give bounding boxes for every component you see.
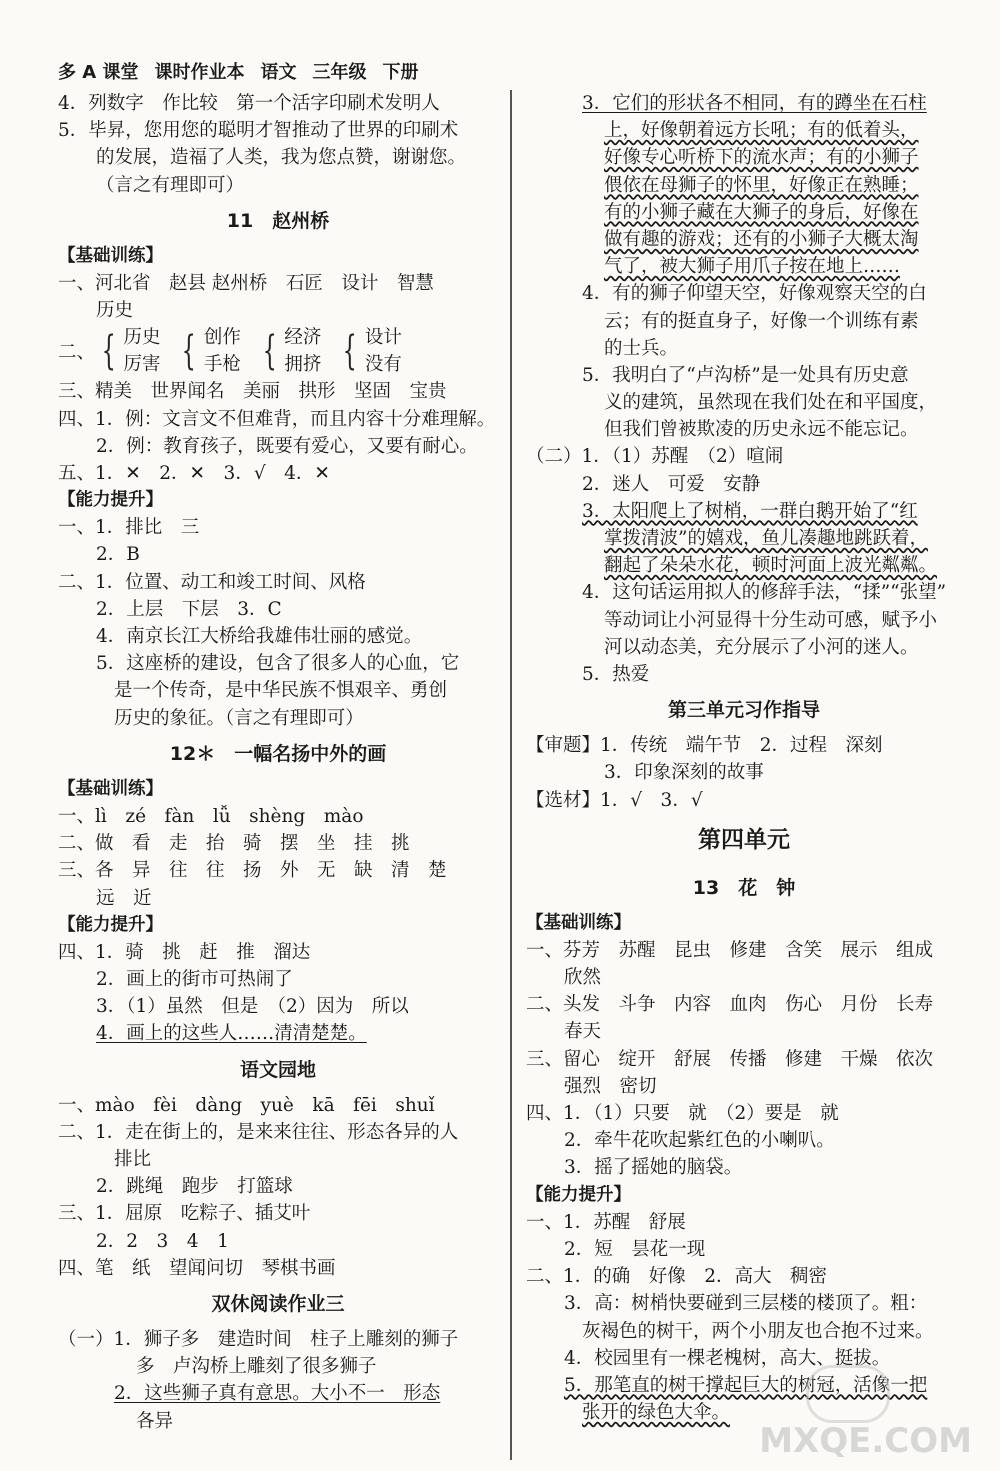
answer-line: 2．例：教育孩子，既要有爱心，又要有耐心。 <box>96 435 478 457</box>
answer-line: 的发展，造福了人类，我为您点赞，谢谢您。 <box>96 147 467 169</box>
answer-line: 欣然 <box>564 967 602 989</box>
answer-line: 云；有的挺直身子，好像一个训练有素 <box>604 310 919 332</box>
wavy-underlined-text: 气了，被大狮子用爪子按在地上…… <box>604 256 901 278</box>
answer-line: 五、1．✕ 2．✕ 3．√ 4．✕ <box>58 462 330 484</box>
answer-line: 三、各 异 往 往 扬 外 无 缺 清 楚 <box>58 860 447 882</box>
answer-line: 二、1．走在街上的，是来来往往、形态各异的人 <box>58 1121 459 1143</box>
brace-icon: { <box>182 328 197 375</box>
wavy-underlined-text: 5．那笔直的树干撑起巨大的树冠，活像一把 <box>564 1374 928 1396</box>
header-item: 语文 <box>260 62 297 83</box>
answer-line <box>58 1380 498 1407</box>
pair-word: 拥挤 <box>284 354 322 376</box>
answer-line: 二、头发 斗争 内容 血肉 伤心 月份 长寿 <box>526 994 934 1016</box>
brace-icon: { <box>343 328 358 375</box>
section-label: 【能力提升】 <box>526 1184 631 1205</box>
answer-line: 强烈 密切 <box>564 1075 657 1097</box>
answer-line: 3．高：树梢快要碰到三层楼的楼顶了。粗： <box>564 1293 928 1315</box>
section-label: 【基础训练】 <box>526 912 631 933</box>
watermark-badge-icon <box>806 1365 890 1423</box>
answer-line: 一、芬芳 苏醒 昆虫 修建 含笑 展示 组成 <box>526 939 934 961</box>
answer-line: （一）1．狮子多 建造时间 柱子上雕刻的狮子 <box>58 1328 459 1350</box>
answer-line: 2．B <box>96 544 140 566</box>
answer-line <box>526 199 962 226</box>
answer-line: 4．南京长江大桥给我雄伟壮丽的感觉。 <box>96 626 423 647</box>
item-number: 二、 <box>58 342 96 364</box>
answer-line: 是一个传奇，是中华民族不惧艰辛、勇创 <box>114 680 448 702</box>
page-header <box>58 58 434 84</box>
wavy-underlined-text: 做有趣的游戏；还有的小狮子大概太淘 <box>604 228 919 250</box>
answer-line: 远 近 <box>96 887 152 909</box>
answer-line: 三、1．屈原 吃粽子、插艾叶 <box>58 1203 311 1225</box>
pair-word: 历史 <box>123 327 161 349</box>
wavy-underlined-text: 3．太阳爬上了树梢，一群白鹅开始了“红 <box>582 500 918 522</box>
answer-line: 二、1．的确 好像 2．高大 稠密 <box>526 1266 828 1288</box>
brace-icon: { <box>262 328 277 375</box>
lesson-title: 11 赵州桥 <box>226 209 330 232</box>
answer-line <box>526 117 962 144</box>
answer-line: 4．有的狮子仰望天空，好像观察天空的白 <box>582 283 927 305</box>
word-pair <box>257 324 321 378</box>
right-column <box>526 90 962 1426</box>
answer-line: 二、做 看 走 抬 骑 摆 坐 挂 挑 <box>58 833 410 855</box>
answer-line: 灰褐色的树干，两个小朋友也合抱不过来。 <box>582 1320 934 1342</box>
answer-line: 一、mào fèi dàng yuè kā fēi shuǐ <box>58 1094 435 1116</box>
wavy-underlined-text: 上，好像朝着远方长吼；有的低着头， <box>604 120 919 142</box>
underlined-text: 2．这些狮子真有意思。大小不一 形态 <box>114 1383 441 1405</box>
section-label: 【基础训练】 <box>58 245 163 266</box>
answer-line: 一、lì zé fàn lǚ shèng mào <box>58 805 364 827</box>
answer-line: 2．跳绳 跑步 打篮球 <box>96 1176 293 1198</box>
answer-line: 等动词让小河显得十分生动可感，赋予小 <box>604 609 938 631</box>
pair-word: 没有 <box>364 354 402 376</box>
answer-line <box>526 253 962 280</box>
answer-line: 【审题】1．传统 端午节 2．过程 深刻 <box>526 735 883 757</box>
wavy-underlined-text: 好像专心听桥下的流水声；有的小狮子 <box>604 147 919 169</box>
answer-line: 5．这座桥的建设，包含了很多人的心血，它 <box>96 653 460 675</box>
answer-line <box>526 1372 962 1399</box>
pair-word: 厉害 <box>123 354 161 376</box>
answer-line: 2．短 昙花一现 <box>564 1238 706 1260</box>
answer-line: 4．校园里有一棵老槐树，高大、挺拔。 <box>564 1347 891 1369</box>
answer-line: 四、笔 纸 望闻问切 琴棋书画 <box>58 1257 336 1279</box>
answer-line <box>526 552 962 579</box>
answer-line <box>526 144 962 171</box>
answer-line: 历史 <box>96 300 134 322</box>
answer-line: 3．摇了摇她的脑袋。 <box>564 1157 743 1179</box>
answer-line <box>526 525 962 552</box>
answer-line: 四、1．例：文言文不但难背，而且内容十分难理解。 <box>58 408 496 430</box>
answer-line: 【选材】1．√ 3．√ <box>526 789 703 811</box>
brace-icon: { <box>101 328 116 375</box>
pair-word: 创作 <box>203 327 241 349</box>
answer-line: 2．上层 下层 3．C <box>96 598 282 620</box>
pair-word: 设计 <box>364 327 402 349</box>
lesson-title: 双休阅读作业三 <box>211 1292 345 1315</box>
answer-line: 四、1．骑 挑 赶 推 溜达 <box>58 941 311 963</box>
answer-line: 各异 <box>136 1410 174 1432</box>
answer-line: 3．印象深刻的故事 <box>604 762 764 784</box>
header-item: 三年级 <box>312 62 367 83</box>
answer-line: 3．（1）虽然 但是 （2）因为 所以 <box>96 996 409 1018</box>
answer-line: 5．热爱 <box>582 663 650 685</box>
answer-line: 四、1．（1）只要 就 （2）要是 就 <box>526 1103 839 1124</box>
brace-group-row <box>58 324 498 378</box>
section-label: 【能力提升】 <box>58 490 163 511</box>
word-pair <box>337 324 401 378</box>
answer-line: 三、留心 绽开 舒展 传播 修建 干燥 依次 <box>526 1048 934 1070</box>
word-pair <box>176 324 240 378</box>
answer-line: （言之有理即可） <box>96 174 245 196</box>
pair-word: 经济 <box>284 327 322 349</box>
answer-line <box>526 226 962 253</box>
answer-line: 2．画上的街市可热闹了 <box>96 969 293 991</box>
answer-line: 2．2 3 4 1 <box>96 1230 229 1252</box>
answer-line <box>526 90 962 117</box>
answer-line: 5．毕昇，您用您的聪明才智推动了世界的印刷术 <box>58 120 459 142</box>
header-item: 多 A 课堂 <box>58 62 139 83</box>
lesson-title: 12＊ 一幅名扬中外的画 <box>169 742 387 765</box>
answer-line: 一、河北省 赵县 赵州桥 石匠 设计 智慧 <box>58 272 434 294</box>
lesson-title: 第三单元习作指导 <box>667 699 820 722</box>
answer-line: 5．我明白了“卢沟桥”是一处具有历史意 <box>582 364 909 386</box>
lesson-title: 13 花 钟 <box>692 876 796 899</box>
lesson-title: 语文园地 <box>239 1058 316 1081</box>
section-label: 【基础训练】 <box>58 778 163 799</box>
answer-line: 排比 <box>114 1149 152 1170</box>
unit-title: 第四单元 <box>698 826 790 853</box>
answer-line: 三、精美 世界闻名 美丽 拱形 坚固 宝贵 <box>58 381 447 403</box>
pair-word: 手枪 <box>203 354 241 376</box>
answer-line: 义的建筑，虽然现在我们处在和平国度， <box>604 392 938 414</box>
answer-line: 多 卢沟桥上雕刻了很多狮子 <box>136 1356 377 1378</box>
answer-line: 2．迷人 可爱 安静 <box>582 473 761 495</box>
answer-line: （二）1．（1）苏醒 （2）喧闹 <box>526 446 784 468</box>
answer-line: 二、1．位置、动工和竣工时间、风格 <box>58 571 366 593</box>
answer-line: 4．列数字 作比较 第一个活字印刷术发明人 <box>58 93 440 114</box>
header-item: 课时作业本 <box>154 62 245 83</box>
answer-line: 一、1．排比 三 <box>58 517 200 539</box>
word-pair <box>96 324 160 378</box>
underlined-text: 3．它们的形状各不相同，有的蹲坐在石柱 <box>582 93 927 114</box>
section-label: 【能力提升】 <box>58 914 163 935</box>
answer-line: 4．这句话运用拟人的修辞手法，“揉”“张望” <box>582 582 947 604</box>
answer-line: 河以动态美，充分展示了小河的迷人。 <box>604 636 919 658</box>
answer-line <box>526 498 962 525</box>
wavy-underlined-text: 掌拨清波”的嬉戏，鱼儿凑趣地跳跃着， <box>604 528 928 549</box>
underlined-text: 4．画上的这些人……清清楚楚。 <box>96 1023 367 1045</box>
column-divider <box>510 90 512 1460</box>
wavy-underlined-text: 翻起了朵朵水花，顿时河面上波光粼粼。 <box>604 555 938 577</box>
answer-line: 但我们曾被欺凌的历史永远不能忘记。 <box>604 419 919 441</box>
watermark: MXQE.COM <box>759 1421 972 1461</box>
wavy-underlined-text: 张开的绿色大伞。 <box>582 1402 731 1424</box>
answer-line <box>58 1020 498 1047</box>
answer-line: 的士兵。 <box>604 337 679 359</box>
wavy-underlined-text: 偎依在母狮子的怀里，好像正在熟睡； <box>604 174 919 196</box>
answer-line: 2．牵牛花吹起紫红色的小喇叭。 <box>564 1130 835 1152</box>
left-column <box>58 90 498 1435</box>
answer-line <box>526 172 962 199</box>
wavy-underlined-text: 有的小狮子藏在大狮子的身后，好像在 <box>604 201 919 223</box>
answer-line: 一、1．苏醒 舒展 <box>526 1211 686 1233</box>
header-item: 下册 <box>382 62 419 83</box>
answer-line: 历史的象征。（言之有理即可） <box>114 707 364 729</box>
answer-line: 春天 <box>564 1021 602 1043</box>
